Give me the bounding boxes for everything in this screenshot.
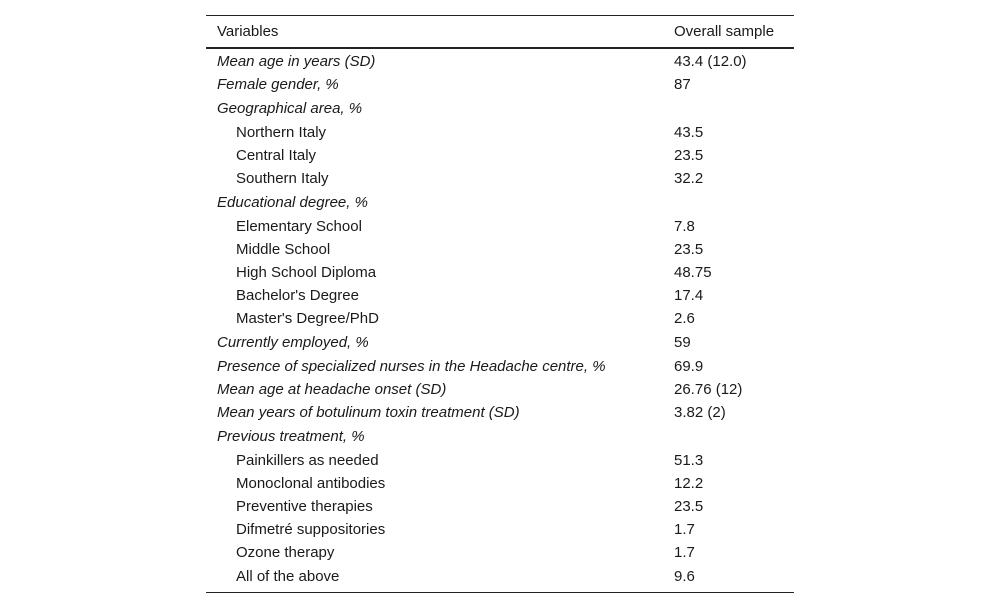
table-row <box>206 541 794 564</box>
table-row <box>206 424 794 449</box>
table-row <box>206 48 794 73</box>
row-label: High School Diploma <box>236 264 377 281</box>
table-row <box>206 378 794 401</box>
row-value: 12.2 <box>674 475 704 492</box>
row-value <box>663 190 794 215</box>
row-label: Monoclonal antibodies <box>236 475 386 492</box>
row-label: Mean age in years (SD) <box>217 53 376 70</box>
table-row <box>206 284 794 307</box>
table-row <box>206 307 794 330</box>
row-label: Preventive therapies <box>236 498 373 515</box>
row-value: 23.5 <box>674 498 704 515</box>
row-value: 17.4 <box>674 287 704 304</box>
table-row <box>206 330 794 355</box>
row-label: Mean age at headache onset (SD) <box>217 381 447 398</box>
table-row <box>206 518 794 541</box>
table-row <box>206 144 794 167</box>
characteristics-table <box>206 15 794 593</box>
row-value: 7.8 <box>674 218 695 235</box>
row-value: 23.5 <box>674 241 704 258</box>
row-label: Southern Italy <box>236 170 329 187</box>
header-row <box>206 16 794 49</box>
row-value: 23.5 <box>674 147 704 164</box>
row-value: 1.7 <box>674 544 695 561</box>
row-value <box>663 96 794 121</box>
row-label: Previous treatment, % <box>217 428 365 445</box>
row-value: 87 <box>674 76 691 93</box>
row-label: Female gender, % <box>217 76 339 93</box>
row-label: Difmetré suppositories <box>236 521 386 538</box>
row-value <box>663 424 794 449</box>
row-label: Central Italy <box>236 147 317 164</box>
row-label: Mean years of botulinum toxin treatment (SD) <box>217 404 520 421</box>
row-value: 69.9 <box>674 358 704 375</box>
row-value: 9.6 <box>663 564 794 593</box>
row-value: 3.82 (2) <box>674 404 726 421</box>
row-label: Elementary School <box>236 218 362 235</box>
row-value: 26.76 (12) <box>674 381 743 398</box>
row-value: 51.3 <box>674 452 704 469</box>
table-row <box>206 215 794 238</box>
table-row <box>206 261 794 284</box>
row-value: 1.7 <box>674 521 695 538</box>
row-label: Master's Degree/PhD <box>236 310 379 327</box>
row-value: 2.6 <box>674 310 695 327</box>
row-label: Educational degree, % <box>217 194 368 211</box>
table-row <box>206 449 794 472</box>
row-value: 43.5 <box>674 124 704 141</box>
row-value: 48.75 <box>674 264 712 281</box>
row-value: 32.2 <box>674 170 704 187</box>
row-label: Middle School <box>236 241 331 258</box>
table-header <box>206 16 794 49</box>
table-row <box>206 121 794 144</box>
table-row <box>206 96 794 121</box>
table-row <box>206 167 794 190</box>
table-body <box>206 48 794 593</box>
table-row <box>206 401 794 424</box>
table-row <box>206 472 794 495</box>
row-label: Geographical area, % <box>217 100 363 117</box>
column-header-overall-sample: Overall sample <box>663 16 794 49</box>
row-label: Northern Italy <box>236 124 327 141</box>
row-label: Bachelor's Degree <box>236 287 359 304</box>
table-row <box>206 564 794 593</box>
row-label: Presence of specialized nurses in the Headache centre, % <box>217 358 606 375</box>
column-header-variables: Variables <box>206 16 663 49</box>
row-value: 43.4 (12.0) <box>674 53 747 70</box>
row-label: Ozone therapy <box>236 544 335 561</box>
table-row <box>206 495 794 518</box>
row-value: 59 <box>674 334 691 351</box>
table-row <box>206 355 794 378</box>
row-label: All of the above <box>206 564 663 593</box>
table-row <box>206 73 794 96</box>
table-row <box>206 190 794 215</box>
row-label: Painkillers as needed <box>236 452 379 469</box>
row-label: Currently employed, % <box>217 334 369 351</box>
table-row <box>206 238 794 261</box>
